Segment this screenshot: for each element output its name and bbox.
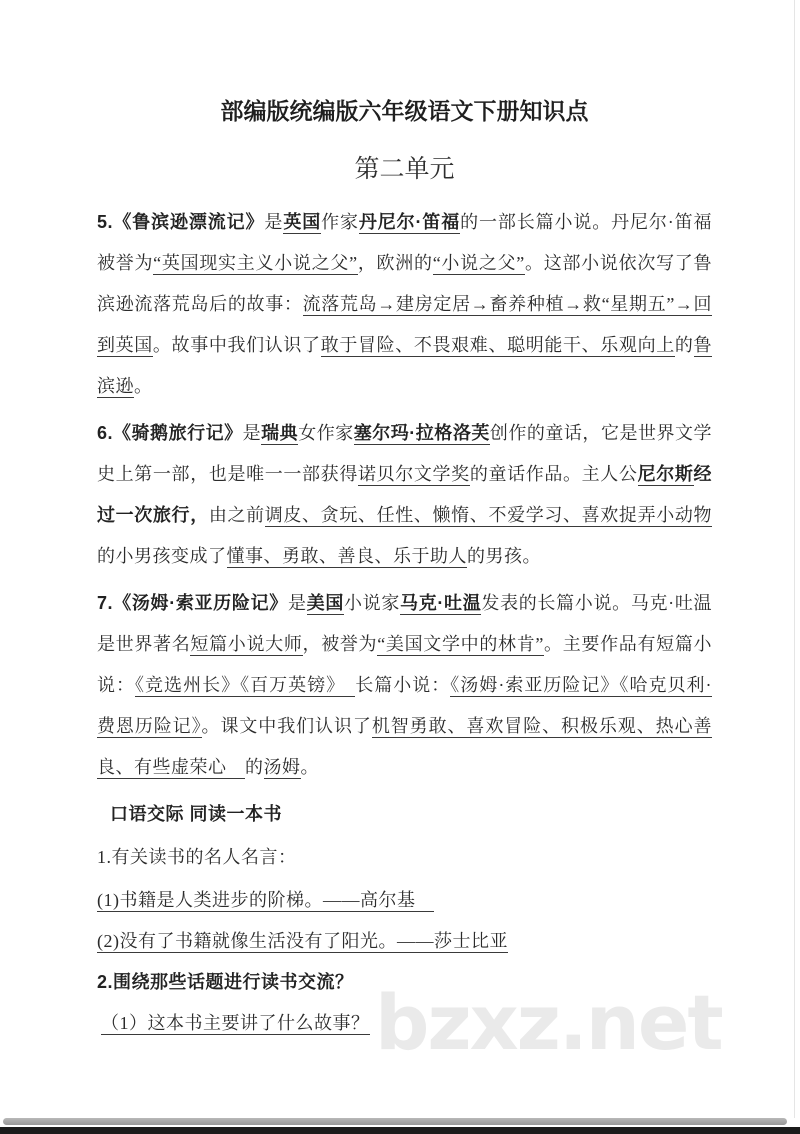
text-run: 汤姆 bbox=[263, 757, 301, 777]
text-run: 的一部长篇小说。丹尼尔·笛福被誉为 bbox=[97, 212, 713, 273]
text-run: 。这部小说依次写了鲁滨逊流落荒岛后的故事： bbox=[97, 253, 713, 314]
text-run: “小说之父” bbox=[432, 253, 525, 273]
text-run: 英国 bbox=[283, 212, 322, 232]
paragraph-sub-question-1 bbox=[97, 1003, 712, 1044]
text-run: 6.《骑鹅旅行记》 bbox=[97, 423, 243, 443]
document-page bbox=[97, 0, 712, 1044]
text-run: 懂事、勇敢、善良、乐于助人 bbox=[226, 546, 467, 566]
text-run: 小说家 bbox=[344, 593, 401, 613]
page-title: 部编版统编版六年级语文下册知识点 bbox=[220, 98, 589, 124]
text-run: 。课文中我们认识了 bbox=[201, 716, 372, 736]
horizontal-scrollbar[interactable] bbox=[0, 1116, 800, 1127]
text-run: 由之前 bbox=[208, 505, 265, 525]
text-run: 鲁滨逊 bbox=[97, 335, 712, 396]
text-run: 瑞典 bbox=[261, 423, 299, 443]
text-run: 的 bbox=[245, 757, 264, 777]
bottom-black-bar bbox=[0, 1127, 800, 1134]
text-run: 敢于冒险、不畏艰难、聪明能干、乐观向上 bbox=[320, 335, 675, 355]
text-run: 诺贝尔文学奖 bbox=[357, 464, 470, 484]
text-run: 《竞选州长》《百万英镑》 bbox=[135, 675, 356, 695]
text-run: 丹尼尔·笛福 bbox=[358, 212, 461, 232]
text-run: “美国文学中的林肯” bbox=[377, 634, 544, 654]
paragraph-item-6 bbox=[97, 413, 712, 577]
text-run: 美国 bbox=[306, 593, 344, 613]
text-run: 女作家 bbox=[298, 423, 354, 443]
text-run: 流落荒岛→建房定居→畜养种植→救“星期五”→回到英国 bbox=[97, 294, 713, 355]
text-run: 5.《鲁滨逊漂流记》 bbox=[97, 212, 265, 232]
watermark-text: bzxz.net bbox=[375, 978, 722, 1067]
text-run: “英国现实主义小说之父” bbox=[153, 253, 358, 273]
text-run: 长篇小说： bbox=[355, 675, 451, 695]
text-run: 2.围绕那些话题进行读书交流？ bbox=[97, 972, 354, 992]
text-run: 是 bbox=[264, 212, 284, 232]
text-run: 的男孩。 bbox=[467, 546, 541, 566]
text-run: 短篇小说大师 bbox=[190, 634, 303, 654]
paragraph-oral-communication-heading bbox=[97, 794, 712, 835]
text-run: 发表的长篇小说。马克·吐温是世界著名 bbox=[97, 593, 713, 654]
paragraph-item-7 bbox=[97, 583, 712, 788]
text-run: 调皮、贪玩、任性、懒惰、不爱学习、喜欢捉弄小动物 bbox=[264, 505, 712, 525]
text-run: 。故事中我们认识了 bbox=[152, 335, 321, 355]
text-run: （1）这本书主要讲了什么故事？ bbox=[101, 1013, 370, 1033]
text-run: 是 bbox=[242, 423, 262, 443]
paragraph-discussion-topics-lead bbox=[97, 962, 712, 1003]
document-body bbox=[97, 202, 712, 1044]
paragraph-quote-2 bbox=[97, 921, 712, 962]
text-run: 尼尔斯 bbox=[637, 464, 694, 484]
text-run: 经过一次旅行， bbox=[97, 464, 712, 525]
paragraph-quote-1 bbox=[97, 880, 712, 921]
text-run: 的小男孩变成了 bbox=[97, 546, 227, 566]
text-run: 7.《汤姆·索亚历险记》 bbox=[97, 593, 288, 613]
text-run: 。主要作品有短篇小说： bbox=[97, 634, 713, 695]
text-run: 塞尔玛·拉格洛芙 bbox=[353, 423, 490, 443]
text-run: 作家 bbox=[321, 212, 359, 232]
text-run: (2)没有了书籍就像生活没有了阳光。——莎士比亚 bbox=[97, 931, 508, 951]
text-run: 口语交际 同读一本书 bbox=[110, 804, 283, 824]
text-run: (1)书籍是人类进步的阶梯。——高尔基 bbox=[97, 890, 434, 910]
text-run: 的 bbox=[674, 335, 694, 355]
page-edge-divider bbox=[794, 0, 795, 1118]
paragraph-famous-quotes-lead bbox=[97, 837, 712, 878]
text-run: ，被誉为 bbox=[302, 634, 378, 654]
text-run: 的童话作品。主人公 bbox=[469, 464, 638, 484]
text-run: 创作的童话，它是世界文学史上第一部，也是唯一一部获得 bbox=[97, 423, 713, 484]
text-run: ，欧洲的 bbox=[357, 253, 433, 273]
text-run: 机智勇敢、喜欢冒险、积极乐观、热心善良、有些虚荣心 bbox=[97, 716, 712, 777]
unit-subtitle: 第二单元 bbox=[354, 156, 455, 183]
text-run: 《汤姆·索亚历险记》《哈克贝利·费恩历险记》 bbox=[97, 675, 712, 736]
horizontal-scrollbar-thumb[interactable] bbox=[3, 1118, 787, 1125]
text-run: 1.有关读书的名人名言： bbox=[97, 847, 297, 867]
text-run: 。 bbox=[134, 376, 153, 396]
text-run: 。 bbox=[300, 757, 319, 777]
paragraph-item-5 bbox=[97, 202, 712, 407]
text-run: 马克·吐温 bbox=[400, 593, 482, 613]
text-run: 是 bbox=[287, 593, 307, 613]
